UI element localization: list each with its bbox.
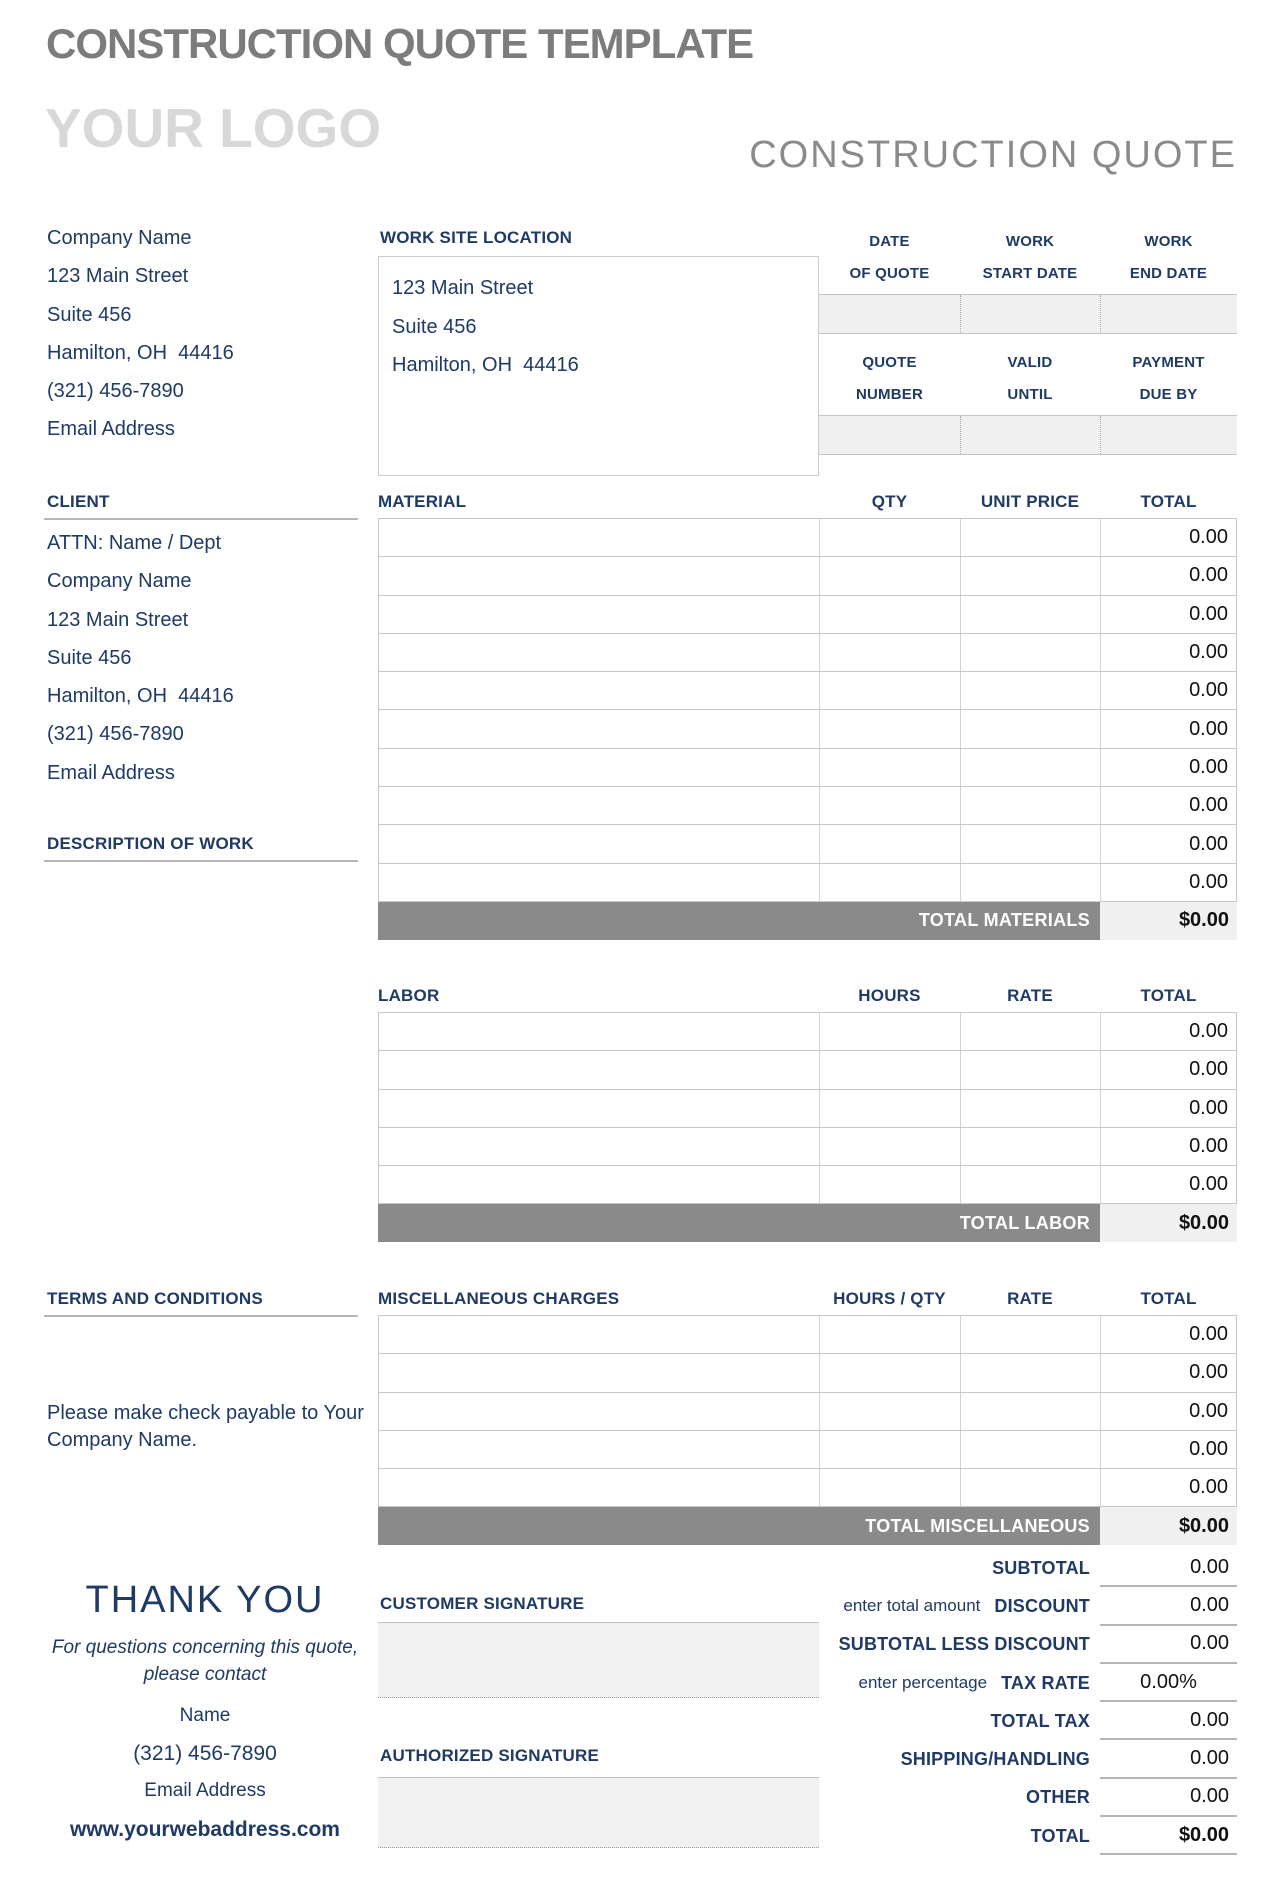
materials-total-row (378, 902, 1237, 940)
company-info-block (47, 219, 234, 449)
material-unit-price-cell[interactable] (960, 749, 1100, 786)
company-logo-placeholder: YOUR LOGO (45, 97, 382, 159)
misc-table (378, 1315, 1237, 1507)
total-tax-value: 0.00 (1100, 1702, 1237, 1740)
labor-row (379, 1128, 1236, 1166)
company-suite: Suite 456 (47, 303, 132, 326)
material-description-cell[interactable] (379, 596, 819, 633)
material-total-cell: 0.00 (1100, 864, 1236, 901)
material-unit-price-cell[interactable] (960, 672, 1100, 709)
material-row (379, 710, 1236, 748)
misc-hours-qty-cell[interactable] (819, 1393, 960, 1430)
other-label: OTHER (1026, 1787, 1090, 1808)
material-total-cell: 0.00 (1100, 557, 1236, 594)
labor-description-cell[interactable] (379, 1013, 819, 1050)
material-qty-cell[interactable] (819, 557, 960, 594)
material-description-cell[interactable] (379, 634, 819, 671)
client-city-state-zip: Hamilton, OH 44416 (47, 685, 234, 708)
thank-you-block (40, 1578, 370, 1842)
labor-heading: LABOR (378, 986, 440, 1005)
work-end-date-input[interactable] (1100, 295, 1237, 333)
summary-row-total-tax (378, 1702, 1237, 1740)
company-street: 123 Main Street (47, 265, 189, 288)
material-unit-price-cell[interactable] (960, 825, 1100, 862)
total-materials-value: $0.00 (1100, 902, 1237, 940)
thank-you-note-line2: please contact (143, 1664, 267, 1685)
material-row (379, 672, 1236, 710)
document-title: CONSTRUCTION QUOTE (749, 134, 1237, 176)
client-heading: CLIENT (47, 492, 110, 511)
client-info-block (47, 524, 234, 792)
labor-total-cell: 0.00 (1100, 1166, 1236, 1203)
payment-due-by-label: PAYMENT DUE BY (1132, 354, 1205, 403)
total-materials-label: TOTAL MATERIALS (378, 902, 1100, 940)
total-miscellaneous-value: $0.00 (1100, 1507, 1237, 1545)
material-row (379, 825, 1236, 863)
tax-rate-hint: enter percentage (858, 1673, 988, 1693)
labor-header-row (378, 986, 1237, 1012)
misc-rate-cell[interactable] (960, 1316, 1100, 1353)
labor-hours-cell[interactable] (819, 1128, 960, 1165)
date-of-quote-label: DATE OF QUOTE (849, 233, 930, 282)
material-qty-cell[interactable] (819, 864, 960, 901)
material-total-cell: 0.00 (1100, 634, 1236, 671)
labor-hours-cell[interactable] (819, 1166, 960, 1203)
misc-hours-qty-cell[interactable] (819, 1354, 960, 1391)
terms-text: Please make check payable to Your Company Name. (47, 1402, 364, 1451)
labor-hours-header: HOURS (858, 986, 921, 1005)
material-row (379, 634, 1236, 672)
labor-table (378, 1012, 1237, 1204)
work-start-date-input[interactable] (960, 295, 1100, 333)
labor-total-row (378, 1204, 1237, 1242)
client-suite: Suite 456 (47, 646, 132, 669)
material-qty-cell[interactable] (819, 634, 960, 671)
client-phone: (321) 456-7890 (47, 723, 184, 746)
materials-section (378, 492, 1237, 940)
misc-description-cell[interactable] (379, 1431, 819, 1468)
work-site-location-heading: WORK SITE LOCATION (380, 228, 573, 247)
valid-until-input[interactable] (960, 416, 1100, 454)
labor-rate-cell[interactable] (960, 1166, 1100, 1203)
misc-rate-cell[interactable] (960, 1393, 1100, 1430)
materials-total-header: TOTAL (1140, 492, 1197, 511)
misc-description-cell[interactable] (379, 1469, 819, 1506)
work-site-street: 123 Main Street (392, 277, 534, 299)
material-description-cell[interactable] (379, 825, 819, 862)
labor-total-cell: 0.00 (1100, 1090, 1236, 1127)
labor-row (379, 1013, 1236, 1051)
total-miscellaneous-label: TOTAL MISCELLANEOUS (378, 1507, 1100, 1545)
material-description-cell[interactable] (379, 864, 819, 901)
materials-heading: MATERIAL (378, 492, 467, 511)
thank-you-note (40, 1634, 370, 1688)
labor-rate-cell[interactable] (960, 1013, 1100, 1050)
materials-table (378, 518, 1237, 902)
labor-rate-header: RATE (1007, 986, 1053, 1005)
material-total-cell: 0.00 (1100, 749, 1236, 786)
tax-rate-value[interactable]: 0.00% (1100, 1664, 1237, 1702)
labor-total-cell: 0.00 (1100, 1128, 1236, 1165)
material-qty-cell[interactable] (819, 787, 960, 824)
quote-info-header-row-1 (819, 226, 1237, 290)
misc-row (379, 1393, 1236, 1431)
misc-hours-qty-cell[interactable] (819, 1469, 960, 1506)
subtotal-less-discount-value: 0.00 (1100, 1626, 1237, 1664)
thank-you-note-line1: For questions concerning this quote, (51, 1637, 359, 1658)
total-labor-label: TOTAL LABOR (378, 1204, 1100, 1242)
company-name: Company Name (47, 227, 192, 249)
payment-due-by-input[interactable] (1100, 416, 1237, 454)
work-end-date-label: WORK END DATE (1129, 233, 1208, 282)
page-title: CONSTRUCTION QUOTE TEMPLATE (46, 20, 754, 67)
misc-section (378, 1289, 1237, 1545)
material-description-cell[interactable] (379, 710, 819, 747)
labor-hours-cell[interactable] (819, 1051, 960, 1088)
misc-description-cell[interactable] (379, 1354, 819, 1391)
thank-you-title: THANK YOU (85, 1579, 325, 1621)
customer-signature-heading: CUSTOMER SIGNATURE (380, 1594, 585, 1613)
authorized-signature-heading: AUTHORIZED SIGNATURE (380, 1746, 600, 1765)
contact-email: Email Address (144, 1780, 266, 1801)
labor-rate-cell[interactable] (960, 1090, 1100, 1127)
misc-row (379, 1469, 1236, 1507)
material-row (379, 787, 1236, 825)
material-unit-price-cell[interactable] (960, 519, 1100, 556)
misc-row (379, 1431, 1236, 1469)
misc-total-cell: 0.00 (1100, 1431, 1236, 1468)
total-labor-value: $0.00 (1100, 1204, 1237, 1242)
labor-hours-cell[interactable] (819, 1090, 960, 1127)
material-total-cell: 0.00 (1100, 825, 1236, 862)
misc-description-cell[interactable] (379, 1393, 819, 1430)
work-site-suite: Suite 456 (392, 315, 477, 338)
quote-info-input-row-2 (819, 415, 1237, 455)
material-row (379, 519, 1236, 557)
misc-rate-header: RATE (1007, 1289, 1053, 1308)
labor-rate-cell[interactable] (960, 1051, 1100, 1088)
company-city-state-zip: Hamilton, OH 44416 (47, 341, 234, 364)
quote-info-header-row-2 (819, 347, 1237, 411)
terms-heading: TERMS AND CONDITIONS (47, 1289, 263, 1308)
misc-total-row (378, 1507, 1237, 1545)
description-of-work-heading: DESCRIPTION OF WORK (47, 834, 254, 853)
material-description-cell[interactable] (379, 787, 819, 824)
client-email: Email Address (47, 761, 175, 784)
material-unit-price-cell[interactable] (960, 557, 1100, 594)
subtotal-value: 0.00 (1100, 1549, 1237, 1587)
contact-website: www.yourwebaddress.com (70, 1818, 340, 1841)
labor-description-cell[interactable] (379, 1128, 819, 1165)
labor-hours-cell[interactable] (819, 1013, 960, 1050)
material-description-cell[interactable] (379, 519, 819, 556)
quote-number-input[interactable] (819, 416, 960, 454)
material-description-cell[interactable] (379, 749, 819, 786)
material-unit-price-cell[interactable] (960, 787, 1100, 824)
labor-total-cell: 0.00 (1100, 1013, 1236, 1050)
labor-description-cell[interactable] (379, 1051, 819, 1088)
material-unit-price-cell[interactable] (960, 710, 1100, 747)
misc-heading: MISCELLANEOUS CHARGES (378, 1289, 620, 1308)
quote-number-label: QUOTE NUMBER (855, 354, 924, 403)
material-unit-price-cell[interactable] (960, 864, 1100, 901)
material-qty-cell[interactable] (819, 596, 960, 633)
date-of-quote-input[interactable] (819, 295, 960, 333)
misc-rate-cell[interactable] (960, 1354, 1100, 1391)
material-unit-price-cell[interactable] (960, 596, 1100, 633)
work-site-location-box[interactable] (378, 256, 819, 476)
misc-row (379, 1354, 1236, 1392)
labor-description-cell[interactable] (379, 1166, 819, 1203)
client-attn: ATTN: Name / Dept (47, 532, 222, 554)
misc-hours-qty-cell[interactable] (819, 1431, 960, 1468)
materials-header-row (378, 492, 1237, 518)
company-email: Email Address (47, 418, 175, 441)
material-description-cell[interactable] (379, 672, 819, 709)
subtotal-less-discount-label: SUBTOTAL LESS DISCOUNT (838, 1634, 1090, 1655)
labor-section (378, 986, 1237, 1242)
discount-hint: enter total amount (843, 1596, 981, 1616)
labor-row (379, 1166, 1236, 1204)
shipping-handling-label: SHIPPING/HANDLING (900, 1749, 1090, 1770)
materials-qty-header: QTY (871, 492, 908, 511)
material-row (379, 864, 1236, 902)
misc-total-cell: 0.00 (1100, 1354, 1236, 1391)
grand-total-label: TOTAL (1030, 1825, 1090, 1846)
quote-info-grid (819, 226, 1237, 455)
material-total-cell: 0.00 (1100, 519, 1236, 556)
other-value[interactable]: 0.00 (1100, 1779, 1237, 1817)
summary-row-subtotal (378, 1549, 1237, 1587)
misc-total-header: TOTAL (1140, 1289, 1197, 1308)
terms-heading-rule (44, 1315, 358, 1317)
shipping-handling-value[interactable]: 0.00 (1100, 1740, 1237, 1778)
contact-name: Name (179, 1705, 231, 1726)
material-total-cell: 0.00 (1100, 710, 1236, 747)
misc-description-cell[interactable] (379, 1316, 819, 1353)
grand-total-value: $0.00 (1100, 1817, 1237, 1855)
labor-row (379, 1051, 1236, 1089)
material-qty-cell[interactable] (819, 710, 960, 747)
description-of-work-rule (44, 860, 358, 862)
misc-hours-qty-cell[interactable] (819, 1316, 960, 1353)
material-row (379, 596, 1236, 634)
material-total-cell: 0.00 (1100, 787, 1236, 824)
contact-phone: (321) 456-7890 (133, 1742, 277, 1765)
materials-unit-price-header: UNIT PRICE (980, 492, 1080, 511)
company-phone: (321) 456-7890 (47, 380, 184, 403)
material-qty-cell[interactable] (819, 519, 960, 556)
misc-rate-cell[interactable] (960, 1431, 1100, 1468)
material-qty-cell[interactable] (819, 825, 960, 862)
material-total-cell: 0.00 (1100, 596, 1236, 633)
client-street: 123 Main Street (47, 608, 189, 631)
misc-total-cell: 0.00 (1100, 1316, 1236, 1353)
material-qty-cell[interactable] (819, 749, 960, 786)
tax-rate-label: TAX RATE (1001, 1672, 1090, 1693)
labor-total-cell: 0.00 (1100, 1051, 1236, 1088)
material-row (379, 557, 1236, 595)
valid-until-label: VALID UNTIL (1007, 354, 1053, 403)
client-company: Company Name (47, 570, 192, 593)
misc-total-cell: 0.00 (1100, 1393, 1236, 1430)
customer-signature-box[interactable] (378, 1622, 819, 1698)
misc-header-row (378, 1289, 1237, 1315)
material-total-cell: 0.00 (1100, 672, 1236, 709)
subtotal-label: SUBTOTAL (992, 1557, 1090, 1578)
work-start-date-label: WORK START DATE (982, 233, 1078, 282)
work-site-city-state-zip: Hamilton, OH 44416 (392, 354, 579, 376)
authorized-signature-box[interactable] (378, 1777, 819, 1848)
material-qty-cell[interactable] (819, 672, 960, 709)
material-row (379, 749, 1236, 787)
client-heading-rule (44, 518, 358, 520)
misc-hours-qty-header: HOURS / QTY (833, 1289, 946, 1308)
discount-value[interactable]: 0.00 (1100, 1587, 1237, 1625)
quote-info-input-row-1 (819, 294, 1237, 334)
misc-total-cell: 0.00 (1100, 1469, 1236, 1506)
labor-total-header: TOTAL (1140, 986, 1197, 1005)
material-unit-price-cell[interactable] (960, 634, 1100, 671)
labor-rate-cell[interactable] (960, 1128, 1100, 1165)
total-tax-label: TOTAL TAX (990, 1710, 1090, 1731)
misc-row (379, 1316, 1236, 1354)
labor-description-cell[interactable] (379, 1090, 819, 1127)
discount-label: DISCOUNT (994, 1595, 1090, 1616)
material-description-cell[interactable] (379, 557, 819, 594)
misc-rate-cell[interactable] (960, 1469, 1100, 1506)
labor-row (379, 1090, 1236, 1128)
